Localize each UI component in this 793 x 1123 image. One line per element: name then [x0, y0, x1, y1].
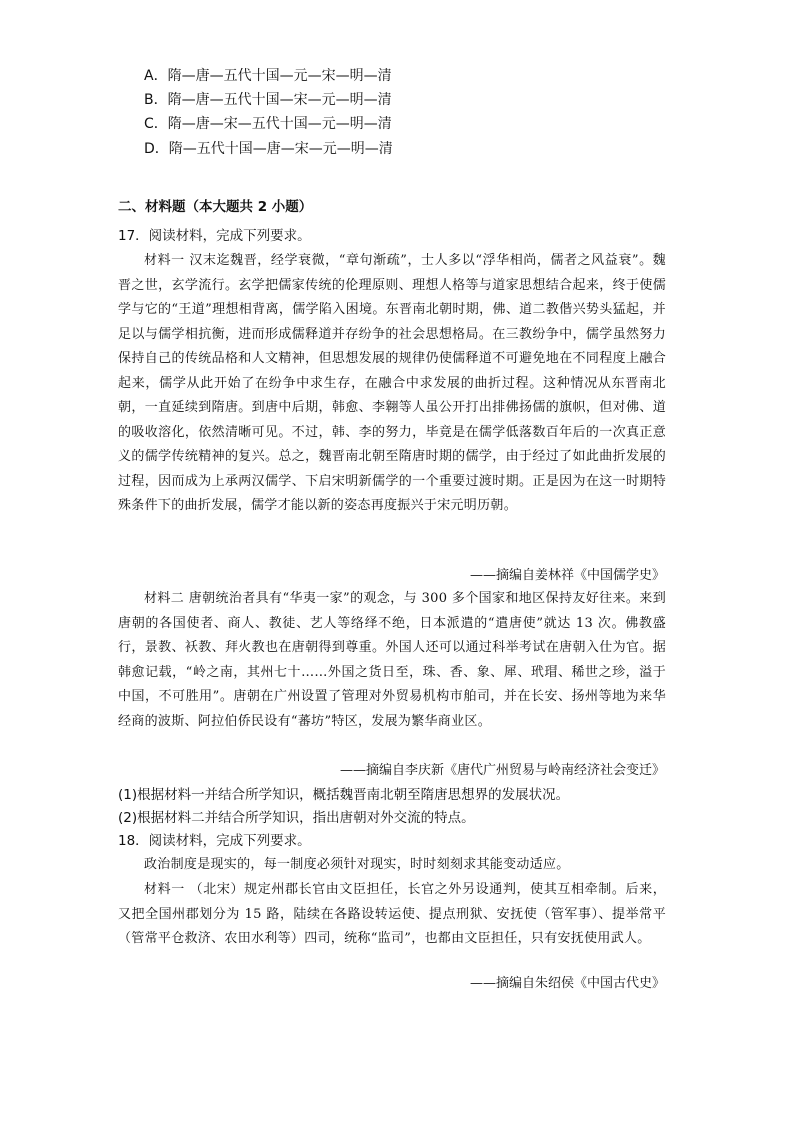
q18-source-1: ——摘编自朱绍侯《中国古代史》 — [469, 976, 665, 991]
option-d: D．隋—五代十国—唐—宋—元—明—清 — [144, 141, 393, 157]
section-title: 二、材料题（本大题共 2 小题） — [118, 199, 313, 215]
option-b: B．隋—唐—五代十国—宋—元—明—清 — [144, 92, 392, 108]
q17-requirement-1: (1)根据材料一并结合所学知识，概括魏晋南北朝至隋唐思想界的发展状况。 — [118, 787, 570, 803]
q18-intro: 政治制度是现实的，每一制度必须针对现实，时时刻刻求其能变动适应。 — [144, 857, 570, 872]
q17-material-2: 材料二 唐朝统治者具有“华夷一家”的观念，与 300 多个国家和地区保持友好往来。来到唐朝的各国使者、商人、教徒、艺人等络绎不绝，日本派遣的“遣唐使”就达 13 次。佛教盛行，景教、袄教、拜火教也在唐朝得到尊重。外国人还可以通过科举考试在唐朝入仕为官。据韩愈记载，“岭之南，其州七十……外国之货日至，珠、香、象、犀、玳瑁、稀世之珍，溢于中国，不可胜用”。唐朝在广州设置了管理对外贸易机构市舶司，并在长安、扬州等地为来华经商的波斯、阿拉伯侨民设有“蕃坊”特区，发展为繁华商业区。 — [118, 591, 666, 729]
q18-material-1: 材料一 （北宋）规定州郡长官由文臣担任，长官之外另设通判，使其互相牵制。后来，又把全国州郡划分为 15 路，陆续在各路设转运使、提点刑狱、安抚使（管军事）、提举常平（管常平仓救济、农田水利等）四司，统称“监司”，也都由文臣担任，只有安抚使用武人。 — [118, 882, 666, 946]
option-c: C．隋—唐—宋—五代十国—元—明—清 — [144, 116, 392, 132]
option-a: A．隋—唐—五代十国—元—宋—明—清 — [144, 68, 392, 84]
q17-source-1: ——摘编自姜林祥《中国儒学史》 — [469, 568, 665, 583]
question-17-stem: 17．阅读材料，完成下列要求。 — [118, 228, 311, 244]
question-18-stem: 18．阅读材料，完成下列要求。 — [118, 833, 311, 849]
q17-material-1: 材料一 汉末迄魏晋，经学衰微，“章句渐疏”，士人多以“浮华相尚，儒者之风益衰”。魏晋之世，玄学流行。玄学把儒家传统的伦理原则、理想人格等与道家思想结合起来，终于使儒学与它的“王道”理想相背离，儒学陷入困境。东晋南北朝时期，佛、道二教偕兴势头猛起，并足以与儒学相抗衡，进而形成儒释道并存纷争的社会思想格局。在三教纷争中，儒学虽然努力保持自己的传统品格和人文精神，但思想发展的规律仍使儒释道不可避免地在不同程度上融合起来，儒学从此开始了在纷争中求生存，在融合中求发展的曲折过程。这种情况从东晋南北朝，一直延续到隋唐。到唐中后期，韩愈、李翱等人虽公开打出排佛扬儒的旗帜，但对佛、道的吸收溶化，依然清晰可见。不过，韩、李的努力，毕竟是在儒学低落数百年后的一次真正意义的儒学传统精神的复兴。总之，魏晋南北朝至隋唐时期的儒学，由于经过了如此曲折发展的过程，因而成为上承两汉儒学、下启宋明新儒学的一个重要过渡时期。正是因为在这一时期特殊条件下的曲折发展，儒学才能以新的姿态再度振兴于宋元明历朝。 — [118, 253, 666, 513]
q17-requirement-2: (2)根据材料二并结合所学知识，指出唐朝对外交流的特点。 — [118, 810, 475, 826]
q17-source-2: ——摘编自李庆新《唐代广州贸易与岭南经济社会变迁》 — [339, 763, 665, 778]
